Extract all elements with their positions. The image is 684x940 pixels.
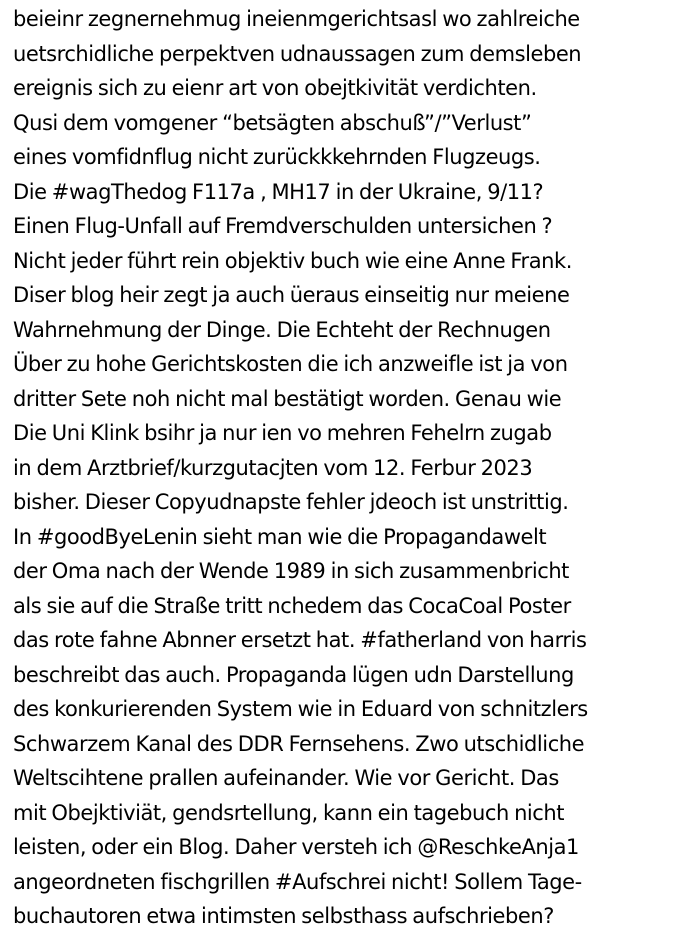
text-line-10: Wahrnehmung der Dinge. Die Echteht der Rechnugen <box>13 317 551 342</box>
text-line-2: uetsrchidliche perpektven udnaussagen zum demsleben <box>13 41 582 66</box>
text-line-7: Einen Flug-Unfall auf Fremdverschulden untersichen ? <box>13 214 553 238</box>
text-line-16: In #goodByeLenin sieht man wie die Propagandawelt <box>13 524 547 549</box>
text-line-5: eines vomfidnflug nicht zurückkkehrnden Flugzeugs. <box>13 145 541 169</box>
text-line-26: angeordneten fischgrillen #Aufschrei nicht! Sollem Tage- <box>13 869 582 894</box>
text-line-3: ereignis sich zu eienr art von obejtkivität verdichten. <box>13 76 537 100</box>
text-line-17: der Oma nach der Wende 1989 in sich zusammenbricht <box>13 559 569 583</box>
text-line-15: bisher. Dieser Copyudnapste fehler jdeoch ist unstrittig. <box>13 490 569 514</box>
text-line-11: Über zu hohe Gerichtskosten die ich anzweifle ist ja von <box>13 352 568 376</box>
text-line-23: Weltscihtene prallen aufeinander. Wie vor Gericht. Das <box>13 766 559 790</box>
text-line-12: dritter Sete noh nicht mal bestätigt worden. Genau wie <box>13 386 562 411</box>
text-line-6: Die #wagThedog F117a , MH17 in der Ukraine, 9/11? <box>13 179 544 204</box>
text-line-1: beieinr zegnernehmug ineienmgerichtsasl wo zahlreiche <box>13 7 580 31</box>
text-line-4: Qusi dem vomgener “betsägten abschuß”/”Verlust” <box>13 110 532 135</box>
text-line-9: Diser blog heir zegt ja auch üeraus einseitig nur meiene <box>13 283 570 307</box>
text-line-14: in dem Arztbrief/kurzgutacjten vom 12. Ferbur 2023 <box>13 455 533 480</box>
text-line-25: leisten, oder ein Blog. Daher versteh ich @ReschkeAnja1 <box>13 835 579 859</box>
text-line-27: buchautoren etwa intimsten selbsthass aufschrieben? <box>13 904 554 928</box>
text-line-22: Schwarzem Kanal des DDR Fernsehens. Zwo utschidliche <box>13 731 585 756</box>
text-line-13: Die Uni Klink bsihr ja nur ien vo mehren Fehelrn zugab <box>13 421 552 445</box>
text-line-24: mit Obejktiviät, gendsrtellung, kann ein tagebuch nicht <box>13 800 565 825</box>
text-line-20: beschreibt das auch. Propaganda lügen udn Darstellung <box>13 662 574 687</box>
text-line-21: des konkurierenden System wie in Eduard von schnitzlers <box>13 697 588 721</box>
text-line-8: Nicht jeder führt rein objektiv buch wie eine Anne Frank. <box>13 248 572 273</box>
text-line-19: das rote fahne Abnner ersetzt hat. #fatherland von harris <box>13 628 587 652</box>
body-text <box>13 2 681 934</box>
text-line-18: als sie auf die Straße tritt nchedem das CocaCoal Poster <box>13 593 571 618</box>
